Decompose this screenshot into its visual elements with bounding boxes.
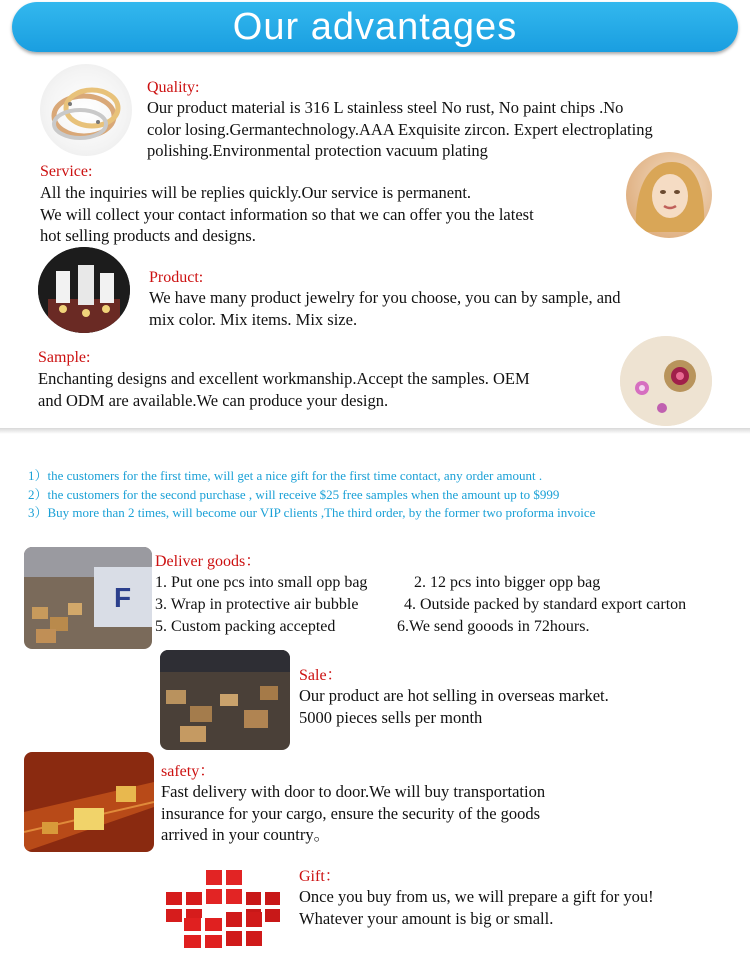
deliver-label: Deliver goods： xyxy=(155,553,262,570)
service-line-1: All the inquiries will be replies quickly.Our service is permanent. xyxy=(40,183,472,202)
sample-line-2: and ODM are available.We can produce your design. xyxy=(38,390,389,410)
safety-line-3: arrived in your country。 xyxy=(161,825,331,844)
svg-text:F: F xyxy=(114,582,132,613)
deliver-item-3: 3. Wrap in protective air bubble xyxy=(155,596,359,613)
deliver-item-6: 6.We send gooods in 72hours. xyxy=(397,618,590,635)
sample-line-1: Enchanting designs and excellent workmanship.Accept the samples. OEM xyxy=(38,369,530,388)
pendant-closeup-icon xyxy=(620,336,712,426)
note-2: 2）the customers for the second purchase , will receive $25 free samples when the amount up to $999 xyxy=(28,487,560,502)
quality-label: Quality: xyxy=(147,79,200,96)
product-line-1: We have many product jewelry for you choose, you can by sample, and xyxy=(149,288,621,307)
deliver-item-1: 1. Put one pcs into small opp bag xyxy=(155,574,368,591)
woman-portrait-icon xyxy=(626,152,712,238)
safety-line-2: insurance for your cargo, ensure the security of the goods xyxy=(161,803,541,823)
gift-line-2: Whatever your amount is big or small. xyxy=(299,908,554,928)
deliver-item-4: 4. Outside packed by standard export carton xyxy=(404,596,687,613)
sample-label: Sample: xyxy=(38,349,91,366)
title-banner xyxy=(12,2,738,52)
page-title: Our advantages xyxy=(232,6,518,48)
safety-line-1: Fast delivery with door to door.We will buy transportation xyxy=(161,782,546,801)
service-line-3: hot selling products and designs. xyxy=(40,226,256,245)
quality-line-1: Our product material is 316 L stainless steel No rust, No paint chips .No xyxy=(147,98,624,117)
warehouse-photo-icon xyxy=(24,547,152,649)
bracelet-photo-icon xyxy=(40,64,132,156)
sale-line-1: Our product are hot selling in overseas market. xyxy=(299,686,609,705)
quality-line-2: color losing.Germantechnology.AAA Exquisite zircon. Expert electroplating xyxy=(147,119,653,139)
parcel-floor-photo-icon xyxy=(160,650,290,750)
quality-line-3: polishing.Environmental protection vacuum plating xyxy=(147,141,488,160)
gift-label: Gift： xyxy=(299,868,341,885)
deliver-item-2: 2. 12 pcs into bigger opp bag xyxy=(414,574,601,591)
note-1: 1）the customers for the first time, will get a nice gift for the first time contact, any order amount . xyxy=(28,468,543,483)
note-3: 3）Buy more than 2 times, will become our VIP clients ,The third order, by the former two proforma invoice xyxy=(28,505,596,520)
section-divider xyxy=(0,428,750,434)
safety-label: safety： xyxy=(161,763,216,780)
gift-boxes-icon xyxy=(162,852,286,950)
product-line-2: mix color. Mix items. Mix size. xyxy=(149,309,358,329)
product-label: Product: xyxy=(149,269,204,286)
sale-label: Sale： xyxy=(299,667,343,684)
conveyor-photo-icon xyxy=(24,752,154,852)
service-label: Service: xyxy=(40,163,93,180)
deliver-item-5: 5. Custom packing accepted xyxy=(155,618,336,635)
service-line-2: We will collect your contact information so that we can offer you the latest xyxy=(40,204,534,224)
sale-line-2: 5000 pieces sells per month xyxy=(299,707,483,727)
gift-line-1: Once you buy from us, we will prepare a gift for you! xyxy=(299,887,654,906)
jewelry-display-icon xyxy=(38,247,130,333)
